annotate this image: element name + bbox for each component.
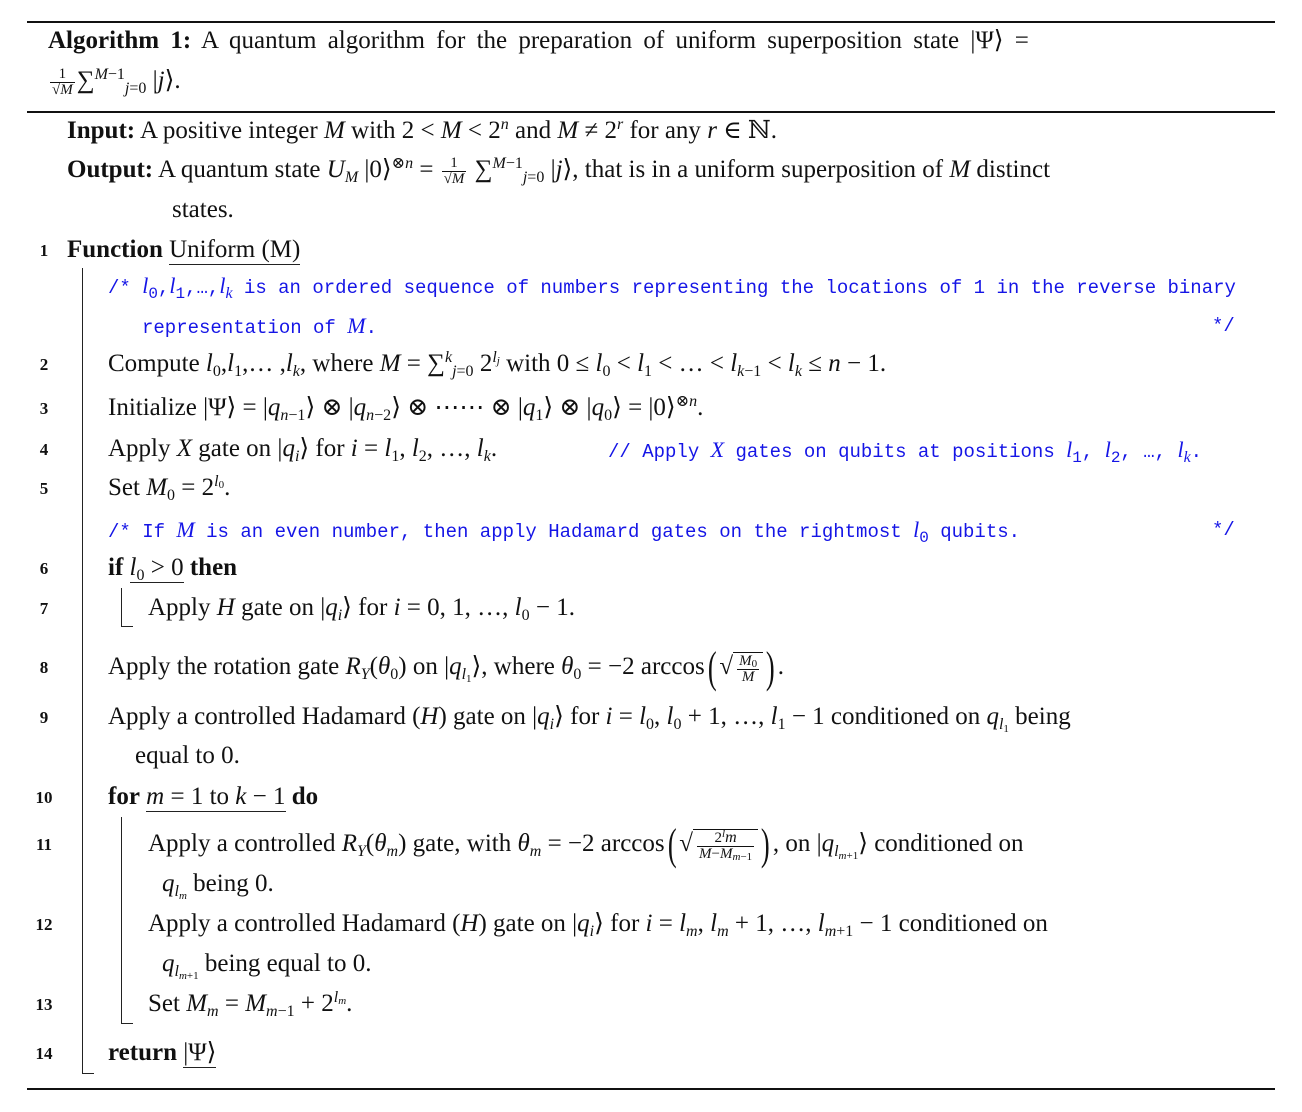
comment-block-1: /* $l_0,l_1,\dots,l_k$ is an ordered sequence of numbers representing the locations of 1 in the reverse binary	[108, 273, 1236, 303]
line-12-cont: $q_{l_{m+1}}$ being equal to 0.	[162, 950, 372, 982]
line-number: 7	[39, 599, 49, 618]
line-number: 13	[35, 995, 53, 1014]
comment-block-2: /* If M is an even number, then apply Hadamard gates on the rightmost $l_0$ qubits.	[108, 517, 1021, 547]
comment-block-1-cont: representation of M.	[142, 313, 377, 339]
if-scope-bar	[121, 588, 122, 626]
line-9-cont: equal to 0.	[135, 742, 240, 769]
fraction: $\frac{1}{√M}$	[52, 65, 73, 98]
line-6	[108, 553, 237, 583]
line-number: 2	[39, 355, 49, 374]
inline-comment-4: // Apply X gates on qubits at positions $l_1$, $l_2$, …, $l_k$.	[608, 437, 1203, 467]
output-label: Output:	[67, 156, 154, 183]
output-line-cont: states.	[172, 196, 234, 223]
for-range: m = 1 to k − 1	[146, 783, 286, 810]
function-scope-bar	[82, 268, 83, 1074]
input-label: Input:	[67, 117, 136, 144]
comment-close: */	[1212, 315, 1235, 337]
line-11: Apply a controlled $R_Y(\theta_m)$ gate, with $\theta_m = -2$ arccos( √ $\frac{2^{l_m}}{M-M_{m-1}}$ ) , on $|q_{l_{m+1}}⟩$ conditioned on	[148, 820, 1024, 870]
top-rule	[27, 21, 1275, 23]
line-number: 11	[35, 835, 53, 854]
return-value: |Ψ⟩	[183, 1039, 217, 1066]
line-9: Apply a controlled Hadamard (H) gate on $|q_i⟩$ for $i = l_0$, $l_0 + 1$, …, $l_1 - 1$ conditioned on $q_{l_1}$ being	[108, 703, 1071, 735]
if-condition: $l_0 > 0$	[129, 554, 184, 584]
line-number: 5	[39, 479, 49, 498]
return-keyword: return	[108, 1039, 177, 1066]
line-number: 3	[39, 399, 49, 418]
line-3: Initialize |Ψ⟩ = $|q_{n-1}⟩$ ⊗ $|q_{n-2}⟩$ ⊗ ⋯⋯ ⊗ $|q_1⟩$ ⊗ $|q_0⟩$ = |0⟩$^{\otimes n}$.	[108, 393, 704, 424]
line-number: 4	[39, 440, 49, 459]
line-5: Set $M_0 = 2^{l_0}$.	[108, 473, 231, 504]
do-keyword: do	[291, 783, 319, 810]
line-13: Set $M_m = M_{m-1} + 2^{l_m}$.	[148, 989, 353, 1020]
line-number: 8	[39, 658, 49, 677]
line-number: 10	[35, 788, 53, 807]
line-number: 6	[39, 559, 49, 578]
function-scope-end	[82, 1073, 94, 1074]
line-number: 9	[39, 708, 49, 727]
algorithm-caption	[48, 26, 1029, 56]
for-keyword: for	[108, 783, 140, 810]
algorithm-caption-formula: $\frac{1}{√M}$ ∑$^{M-1}_{j=0}$ |j⟩.	[52, 65, 181, 98]
function-header	[67, 235, 300, 265]
input-line: Input: A positive integer M with $2 < M < 2^n$ and $M \ne 2^r$ for any r ∈ ℕ.	[67, 116, 778, 144]
line-11-cont: $q_{l_m}$ being 0.	[162, 870, 274, 902]
function-keyword: Function	[67, 236, 163, 263]
output-line: Output: A quantum state $U_M$ |0⟩$^{\otimes n}$ = $\frac{1}{√M}$ ∑$^{M-1}_{j=0}$ |j⟩, that is in a uniform superposition of M distinct	[67, 154, 1051, 187]
algorithm-label: Algorithm 1:	[48, 27, 192, 54]
bottom-rule	[27, 1088, 1275, 1090]
line-12: Apply a controlled Hadamard (H) gate on $|q_i⟩$ for $i = l_m$, $l_m + 1$, …, $l_{m+1} - 1$ conditioned on	[148, 910, 1048, 940]
then-keyword: then	[189, 554, 238, 581]
line-10	[108, 782, 318, 812]
line-4: Apply X gate on $|q_i⟩$ for $i = l_1$, $l_2$, …, $l_k$.	[108, 435, 498, 465]
algorithm-caption-text: A quantum algorithm for the preparation of uniform superposition state |Ψ⟩ =	[201, 27, 1029, 54]
line-number: 12	[35, 915, 53, 934]
line-8: Apply the rotation gate $R_Y(\theta_0)$ on $|q_{l_1}⟩$, where $\theta_0 = -2$ arccos( √ $\frac{M_0}{M}$ ) .	[108, 643, 784, 693]
for-scope-bar	[121, 817, 122, 1024]
line-7: Apply H gate on $|q_i⟩$ for i = 0, 1, …, $l_0 - 1$.	[148, 594, 575, 624]
comment-close: */	[1212, 519, 1235, 541]
line-14	[108, 1038, 216, 1068]
line-2: Compute $l_0,l_1,\dots$ $,l_k$, where M = ∑$^k_{j=0}$ $2^{l_j}$ with $0 \le l_0 < l_1$ < … < $l_{k-1} < l_k \le n - 1$.	[108, 349, 887, 380]
line-number: 1	[39, 241, 49, 260]
if-scope-end	[121, 626, 133, 627]
header-rule	[27, 111, 1275, 113]
function-name: Uniform (M)	[169, 236, 301, 263]
for-scope-end	[121, 1023, 133, 1024]
line-number: 14	[35, 1044, 53, 1063]
if-keyword: if	[108, 554, 124, 581]
